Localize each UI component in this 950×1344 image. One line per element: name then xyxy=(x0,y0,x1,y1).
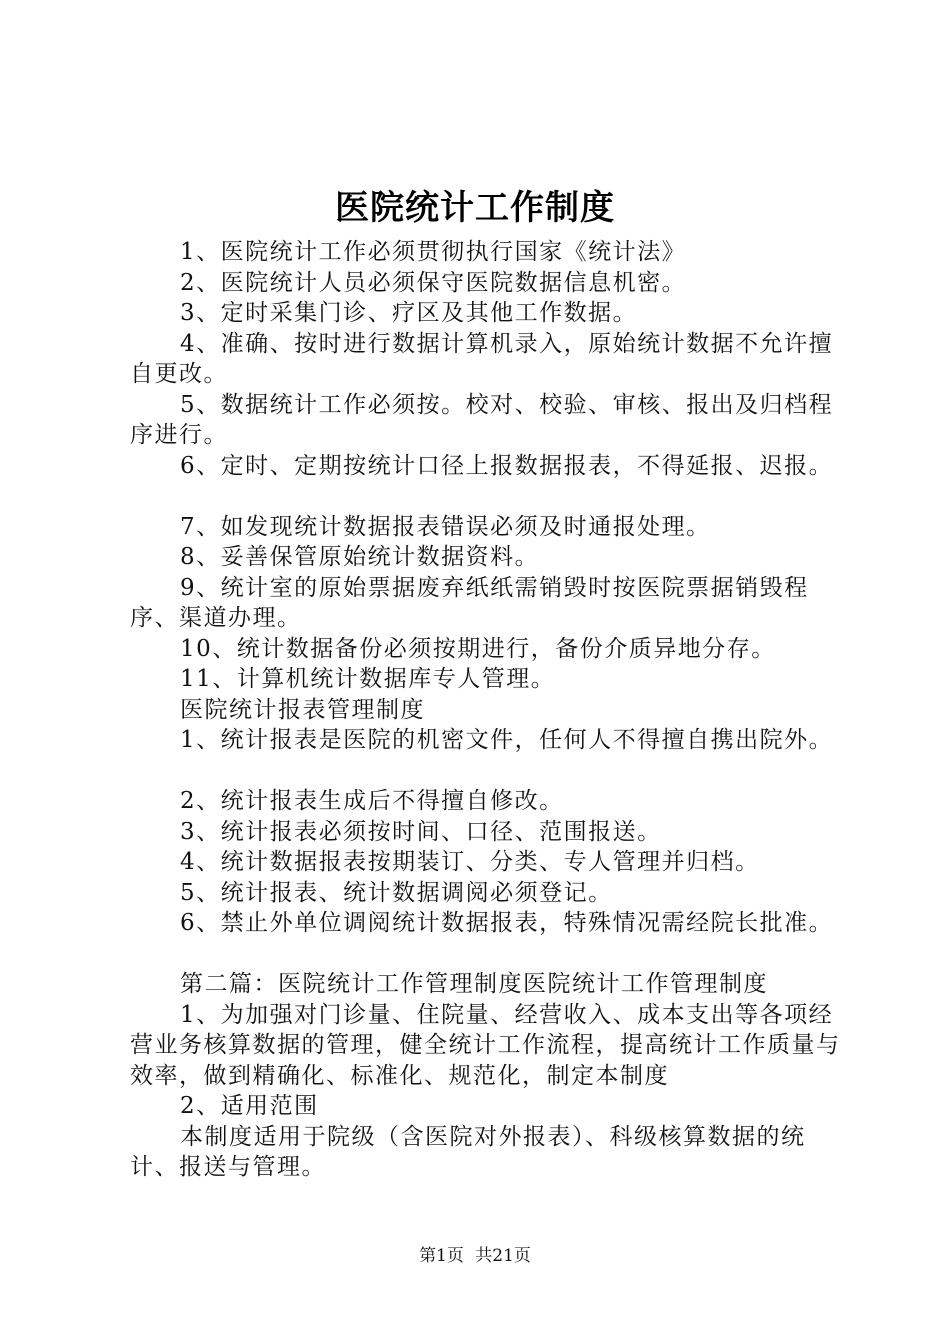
paragraph: 3、统计报表必须按时间、口径、范围报送。 xyxy=(180,818,662,845)
paragraph: 2、适用范围 xyxy=(180,1093,319,1119)
paragraph: 1、医院统计工作必须贯彻执行国家《统计法》 xyxy=(180,239,687,265)
paragraph: 6、定时、定期按统计口径上报数据报表，不得延报、迟报。 xyxy=(180,452,834,479)
page-total: 共21页 xyxy=(475,1246,531,1266)
section-heading: 第二篇：医院统计工作管理制度医院统计工作管理制度 xyxy=(180,971,768,997)
blank-line xyxy=(130,756,850,787)
section-heading: 医院统计报表管理制度 xyxy=(180,696,425,723)
paragraph: 9、统计室的原始票据废弃纸纸需销毁时按医院票据销毁程序、渠道办理。 xyxy=(130,574,809,631)
paragraph: 1、统计报表是医院的机密文件，任何人不得擅自携出院外。 xyxy=(180,727,834,753)
paragraph: 5、数据统计工作必须按。校对、校验、审核、报出及归档程序进行。 xyxy=(130,391,834,448)
paragraph: 3、定时采集门诊、疗区及其他工作数据。 xyxy=(180,300,638,326)
paragraph: 7、如发现统计数据报表错误必须及时通报处理。 xyxy=(180,513,711,540)
paragraph: 8、妥善保管原始统计数据资料。 xyxy=(180,544,540,570)
blank-line xyxy=(130,481,850,512)
page-number: 第1页 xyxy=(419,1246,464,1266)
paragraph: 4、统计数据报表按期装订、分类、专人管理并归档。 xyxy=(180,849,760,875)
blank-line xyxy=(130,939,850,970)
document-body xyxy=(130,237,850,1183)
paragraph: 11、计算机统计数据库专人管理。 xyxy=(180,666,556,692)
paragraph: 10、统计数据备份必须按期进行，备份介质异地分存。 xyxy=(180,635,776,662)
paragraph: 2、统计报表生成后不得擅自修改。 xyxy=(180,788,564,814)
paragraph: 1、为加强对门诊量、住院量、经营收入、成本支出等各项经营业务核算数据的管理，健全统计工作流程，提高统计工作质量与效率，做到精确化、标准化、规范化，制定本制度 xyxy=(130,1001,841,1089)
page-footer xyxy=(0,1245,950,1267)
paragraph: 6、禁止外单位调阅统计数据报表，特殊情况需经院长批准。 xyxy=(180,910,834,936)
paragraph: 4、准确、按时进行数据计算机录入，原始统计数据不允许擅自更改。 xyxy=(130,330,834,387)
paragraph: 本制度适用于院级（含医院对外报表）、科级核算数据的统计、报送与管理。 xyxy=(130,1123,806,1180)
paragraph: 5、统计报表、统计数据调阅必须登记。 xyxy=(180,879,613,906)
paragraph: 2、医院统计人员必须保守医院数据信息机密。 xyxy=(180,269,687,296)
document-title: 医院统计工作制度 xyxy=(335,188,615,228)
